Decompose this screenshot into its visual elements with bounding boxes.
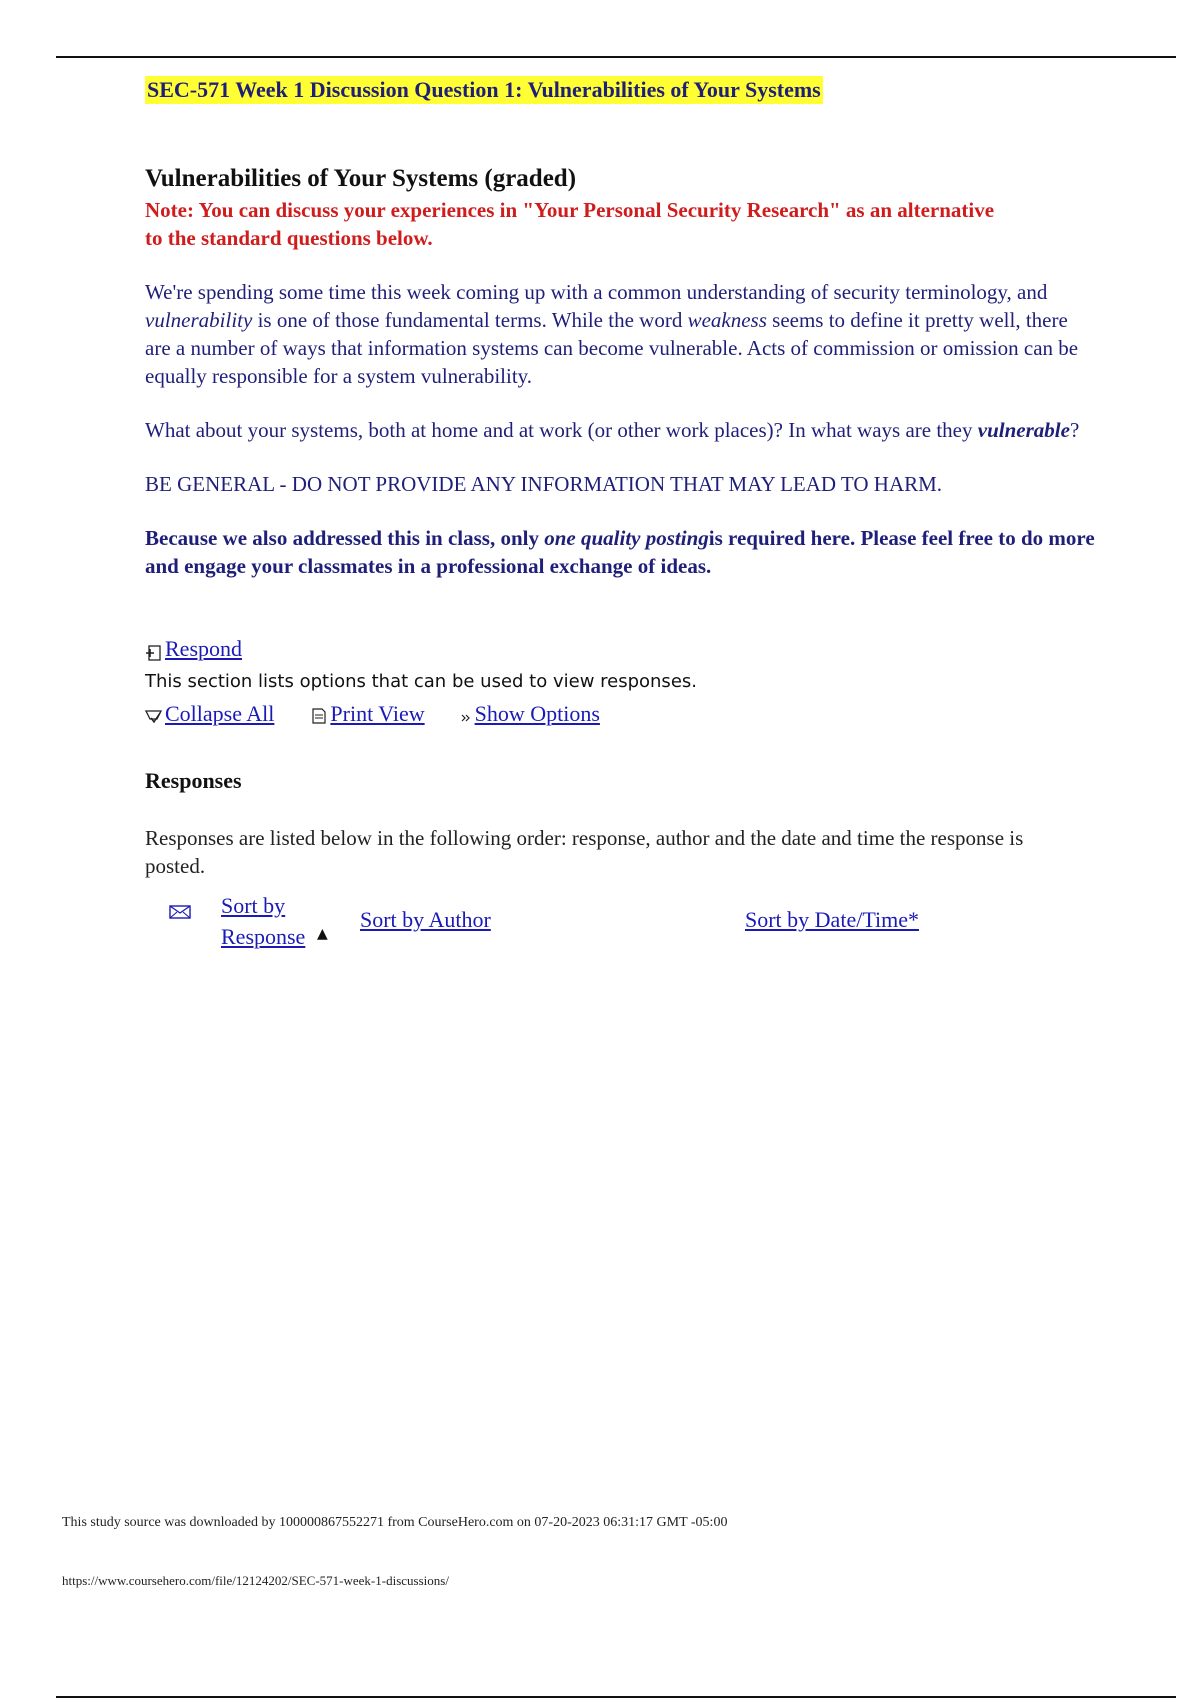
- respond-link[interactable]: Respond: [165, 636, 242, 661]
- view-options-row: [145, 698, 1095, 730]
- collapse-all-link[interactable]: Collapse All: [165, 701, 275, 726]
- discussion-content: [145, 76, 1095, 952]
- responses-order-text: Responses are listed below in the following order: response, author and the date and time the response is posted.: [145, 826, 1024, 878]
- collapse-all-option[interactable]: [145, 698, 274, 730]
- responses-heading: Responses: [145, 768, 242, 793]
- sort-by-datetime-link[interactable]: Sort by Date/Time*: [745, 907, 919, 932]
- show-options-icon: [461, 705, 473, 723]
- page-title: Vulnerabilities of Your Systems (graded): [145, 165, 577, 192]
- view-options-note: This section lists options that can be used to view responses.: [145, 671, 697, 692]
- respond-row: [145, 634, 1095, 664]
- sort-by-author-link[interactable]: Sort by Author: [360, 907, 491, 932]
- bottom-rule: [56, 1696, 1176, 1698]
- instruction-paragraph: Because we also addressed this in class, only one quality postingis required here. Please feel free to do more and engage your classmates in a professional exchange of ideas.: [145, 526, 1095, 578]
- print-view-option[interactable]: [310, 698, 424, 730]
- show-options-option[interactable]: [461, 698, 600, 730]
- note-text: Note: You can discuss your experiences in "Your Personal Security Research" as an alternative to the standard questions below.: [145, 198, 995, 250]
- collapse-icon: [145, 705, 163, 723]
- discussion-banner: SEC-571 Week 1 Discussion Question 1: Vulnerabilities of Your Systems: [147, 77, 821, 102]
- warning-paragraph: BE GENERAL - DO NOT PROVIDE ANY INFORMATION THAT MAY LEAD TO HARM.: [145, 472, 943, 496]
- sort-caret-icon: ▲: [317, 926, 328, 942]
- footer-source-text: This study source was downloaded by 100000867552271 from CourseHero.com on 07-20-2023 06:31:17 GMT -05:00: [62, 1515, 728, 1530]
- respond-icon: [145, 640, 163, 658]
- print-view-link[interactable]: Print View: [330, 701, 425, 726]
- intro-paragraph: We're spending some time this week coming up with a common understanding of security terminology, and vulnerability is one of those fundamental terms. While the word weakness seems to define it pretty well, there are a number of ways that information systems can become vulnerable. Acts of commission or omission can be equally responsible for a system vulnerability.: [145, 280, 1079, 388]
- sort-by-response-link[interactable]: [221, 892, 331, 954]
- question-paragraph: What about your systems, both at home and at work (or other work places)? In what ways are they vulnerable?: [145, 418, 1080, 442]
- sort-by-response-line1[interactable]: Sort by: [221, 893, 286, 918]
- sort-header: [145, 892, 1045, 952]
- envelope-icon: [169, 904, 191, 925]
- print-icon: [310, 705, 328, 723]
- sort-by-response-line2[interactable]: Response: [221, 924, 306, 949]
- footer-url: https://www.coursehero.com/file/12124202/SEC-571-week-1-discussions/: [62, 1573, 449, 1588]
- show-options-link[interactable]: Show Options: [474, 701, 600, 726]
- top-rule: [56, 56, 1176, 58]
